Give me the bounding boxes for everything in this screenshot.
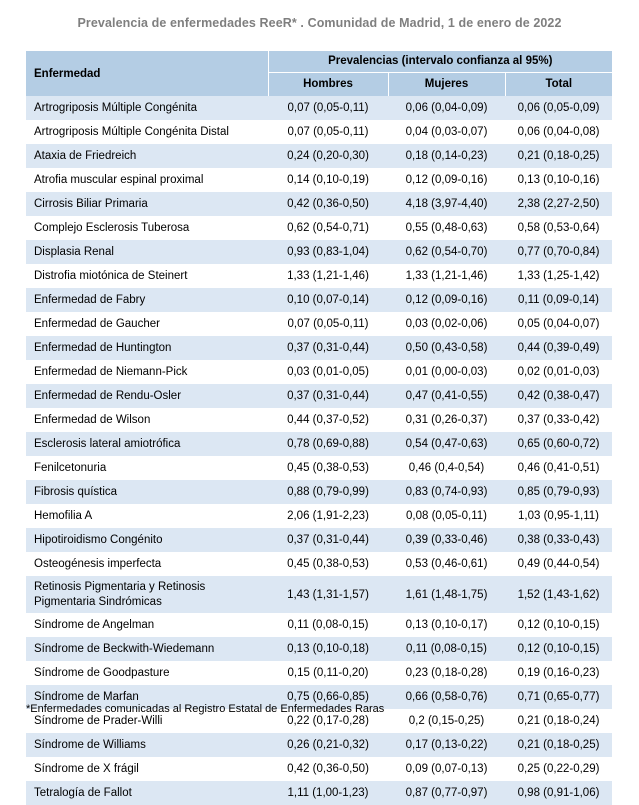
cell-mujeres: 0,62 (0,54-0,70) (388, 240, 505, 264)
cell-total: 0,21 (0,18-0,25) (505, 733, 612, 757)
table-row (26, 216, 612, 240)
table-body (26, 96, 612, 805)
table-footnote: *Enfermedades comunicadas al Registro Estatal de Enfermedades Raras (26, 703, 385, 715)
cell-mujeres: 1,33 (1,21-1,46) (388, 264, 505, 288)
prevalence-table-container (26, 51, 612, 805)
cell-mujeres: 0,46 (0,4-0,54) (388, 456, 505, 480)
cell-disease-name: Enfermedad de Wilson (26, 408, 268, 432)
column-header-mujeres: Mujeres (388, 73, 505, 97)
cell-mujeres: 0,06 (0,04-0,09) (388, 96, 505, 120)
cell-mujeres: 1,61 (1,48-1,75) (388, 576, 505, 613)
table-row (26, 576, 612, 613)
cell-total: 0,06 (0,05-0,09) (505, 96, 612, 120)
cell-mujeres: 0,31 (0,26-0,37) (388, 408, 505, 432)
cell-disease-name: Enfermedad de Rendu-Osler (26, 384, 268, 408)
cell-total: 0,25 (0,22-0,29) (505, 757, 612, 781)
table-row (26, 120, 612, 144)
cell-hombres: 1,33 (1,21-1,46) (268, 264, 388, 288)
table-header (26, 51, 612, 96)
cell-hombres: 0,14 (0,10-0,19) (268, 168, 388, 192)
cell-disease-name: Síndrome de X frágil (26, 757, 268, 781)
cell-mujeres: 0,17 (0,13-0,22) (388, 733, 505, 757)
cell-mujeres: 0,04 (0,03-0,07) (388, 120, 505, 144)
cell-mujeres: 0,01 (0,00-0,03) (388, 360, 505, 384)
cell-total: 0,98 (0,91-1,06) (505, 781, 612, 805)
table-row (26, 408, 612, 432)
cell-total: 0,38 (0,33-0,43) (505, 528, 612, 552)
cell-mujeres: 0,54 (0,47-0,63) (388, 432, 505, 456)
cell-disease-name: Artrogriposis Múltiple Congénita Distal (26, 120, 268, 144)
table-row (26, 192, 612, 216)
column-header-total: Total (505, 73, 612, 97)
cell-hombres: 0,07 (0,05-0,11) (268, 120, 388, 144)
cell-mujeres: 0,23 (0,18-0,28) (388, 661, 505, 685)
cell-disease-name: Osteogénesis imperfecta (26, 552, 268, 576)
table-row (26, 312, 612, 336)
cell-mujeres: 0,87 (0,77-0,97) (388, 781, 505, 805)
cell-hombres: 0,07 (0,05-0,11) (268, 96, 388, 120)
cell-total: 0,06 (0,04-0,08) (505, 120, 612, 144)
cell-hombres: 0,37 (0,31-0,44) (268, 384, 388, 408)
table-row (26, 504, 612, 528)
table-row (26, 96, 612, 120)
cell-hombres: 1,43 (1,31-1,57) (268, 576, 388, 613)
cell-hombres: 0,75 (0,66-0,85) (268, 685, 388, 709)
cell-total: 0,02 (0,01-0,03) (505, 360, 612, 384)
disease-name-line-1: Retinosis Pigmentaria y Retinosis (34, 581, 206, 593)
cell-disease-name: Síndrome de Goodpasture (26, 661, 268, 685)
table-row (26, 336, 612, 360)
cell-disease-name: Artrogriposis Múltiple Congénita (26, 96, 268, 120)
cell-disease-name: Enfermedad de Huntington (26, 336, 268, 360)
cell-mujeres: 0,83 (0,74-0,93) (388, 480, 505, 504)
cell-total: 0,85 (0,79-0,93) (505, 480, 612, 504)
cell-hombres: 0,45 (0,38-0,53) (268, 456, 388, 480)
table-row (26, 288, 612, 312)
cell-disease-name: Hipotiroidismo Congénito (26, 528, 268, 552)
table-row (26, 360, 612, 384)
cell-hombres: 0,22 (0,17-0,28) (268, 709, 388, 733)
cell-total: 1,33 (1,25-1,42) (505, 264, 612, 288)
cell-total: 0,71 (0,65-0,77) (505, 685, 612, 709)
cell-disease-name: Hemofilia A (26, 504, 268, 528)
cell-disease-name: Síndrome de Angelman (26, 613, 268, 637)
cell-disease-name: Enfermedad de Niemann-Pick (26, 360, 268, 384)
table-row (26, 480, 612, 504)
cell-mujeres: 0,13 (0,10-0,17) (388, 613, 505, 637)
cell-hombres: 0,93 (0,83-1,04) (268, 240, 388, 264)
cell-total: 0,77 (0,70-0,84) (505, 240, 612, 264)
cell-disease-name: Distrofia miotónica de Steinert (26, 264, 268, 288)
cell-total: 0,42 (0,38-0,47) (505, 384, 612, 408)
cell-hombres: 0,45 (0,38-0,53) (268, 552, 388, 576)
cell-total: 0,21 (0,18-0,24) (505, 709, 612, 733)
cell-total: 0,13 (0,10-0,16) (505, 168, 612, 192)
cell-hombres: 0,37 (0,31-0,44) (268, 528, 388, 552)
cell-mujeres: 0,66 (0,58-0,76) (388, 685, 505, 709)
cell-disease-name: Síndrome de Marfan (26, 685, 268, 709)
cell-disease-name: Síndrome de Williams (26, 733, 268, 757)
prevalence-table (26, 51, 612, 805)
cell-mujeres: 0,39 (0,33-0,46) (388, 528, 505, 552)
table-row (26, 528, 612, 552)
cell-total: 1,03 (0,95-1,11) (505, 504, 612, 528)
cell-hombres: 0,37 (0,31-0,44) (268, 336, 388, 360)
cell-mujeres: 0,18 (0,14-0,23) (388, 144, 505, 168)
cell-hombres: 0,07 (0,05-0,11) (268, 312, 388, 336)
table-row (26, 637, 612, 661)
table-row (26, 733, 612, 757)
cell-disease-name: Síndrome de Prader-Willi (26, 709, 268, 733)
cell-disease-name: Cirrosis Biliar Primaria (26, 192, 268, 216)
table-row (26, 661, 612, 685)
table-row (26, 613, 612, 637)
cell-mujeres: 0,2 (0,15-0,25) (388, 709, 505, 733)
cell-mujeres: 0,09 (0,07-0,13) (388, 757, 505, 781)
table-row (26, 456, 612, 480)
cell-disease-name: Tetralogía de Fallot (26, 781, 268, 805)
cell-disease-name: Enfermedad de Gaucher (26, 312, 268, 336)
cell-total: 0,05 (0,04-0,07) (505, 312, 612, 336)
cell-hombres: 0,88 (0,79-0,99) (268, 480, 388, 504)
cell-mujeres: 0,55 (0,48-0,63) (388, 216, 505, 240)
cell-hombres: 0,13 (0,10-0,18) (268, 637, 388, 661)
page-title: Prevalencia de enfermedades ReeR* . Comunidad de Madrid, 1 de enero de 2022 (77, 16, 562, 30)
cell-mujeres: 4,18 (3,97-4,40) (388, 192, 505, 216)
table-header-row-group (26, 51, 612, 73)
cell-hombres: 0,42 (0,36-0,50) (268, 757, 388, 781)
cell-hombres: 0,11 (0,08-0,15) (268, 613, 388, 637)
cell-disease-name: Fibrosis quística (26, 480, 268, 504)
cell-mujeres: 0,03 (0,02-0,06) (388, 312, 505, 336)
table-row (26, 144, 612, 168)
cell-hombres: 0,78 (0,69-0,88) (268, 432, 388, 456)
column-header-enfermedad: Enfermedad (26, 51, 268, 96)
cell-mujeres: 0,47 (0,41-0,55) (388, 384, 505, 408)
cell-mujeres: 0,12 (0,09-0,16) (388, 288, 505, 312)
cell-hombres: 1,11 (1,00-1,23) (268, 781, 388, 805)
table-row (26, 432, 612, 456)
cell-total: 0,19 (0,16-0,23) (505, 661, 612, 685)
cell-total: 2,38 (2,27-2,50) (505, 192, 612, 216)
cell-mujeres: 0,50 (0,43-0,58) (388, 336, 505, 360)
cell-total: 0,49 (0,44-0,54) (505, 552, 612, 576)
cell-hombres: 2,06 (1,91-2,23) (268, 504, 388, 528)
cell-total: 0,21 (0,18-0,25) (505, 144, 612, 168)
cell-disease-name: Síndrome de Beckwith-Wiedemann (26, 637, 268, 661)
cell-total: 0,44 (0,39-0,49) (505, 336, 612, 360)
cell-total: 0,11 (0,09-0,14) (505, 288, 612, 312)
cell-disease-name: Enfermedad de Fabry (26, 288, 268, 312)
cell-mujeres: 0,08 (0,05-0,11) (388, 504, 505, 528)
table-row (26, 240, 612, 264)
table-row (26, 552, 612, 576)
column-header-group-prevalencias: Prevalencias (intervalo confianza al 95%) (268, 51, 612, 73)
cell-disease-name: Fenilcetonuria (26, 456, 268, 480)
cell-disease-name: Displasia Renal (26, 240, 268, 264)
cell-hombres: 0,42 (0,36-0,50) (268, 192, 388, 216)
cell-total: 1,52 (1,43-1,62) (505, 576, 612, 613)
cell-disease-name: Complejo Esclerosis Tuberosa (26, 216, 268, 240)
cell-hombres: 0,24 (0,20-0,30) (268, 144, 388, 168)
cell-hombres: 0,15 (0,11-0,20) (268, 661, 388, 685)
table-row (26, 168, 612, 192)
cell-hombres: 0,03 (0,01-0,05) (268, 360, 388, 384)
cell-total: 0,46 (0,41-0,51) (505, 456, 612, 480)
cell-mujeres: 0,12 (0,09-0,16) (388, 168, 505, 192)
cell-hombres: 0,62 (0,54-0,71) (268, 216, 388, 240)
cell-mujeres: 0,53 (0,46-0,61) (388, 552, 505, 576)
cell-disease-name (26, 576, 268, 613)
table-row (26, 757, 612, 781)
cell-disease-name: Ataxia de Friedreich (26, 144, 268, 168)
cell-hombres: 0,44 (0,37-0,52) (268, 408, 388, 432)
cell-total: 0,12 (0,10-0,15) (505, 637, 612, 661)
cell-total: 0,12 (0,10-0,15) (505, 613, 612, 637)
cell-total: 0,37 (0,33-0,42) (505, 408, 612, 432)
cell-mujeres: 0,11 (0,08-0,15) (388, 637, 505, 661)
column-header-hombres: Hombres (268, 73, 388, 97)
table-row (26, 264, 612, 288)
cell-disease-name: Atrofia muscular espinal proximal (26, 168, 268, 192)
cell-hombres: 0,26 (0,21-0,32) (268, 733, 388, 757)
cell-disease-name: Esclerosis lateral amiotrófica (26, 432, 268, 456)
table-row (26, 384, 612, 408)
cell-total: 0,58 (0,53-0,64) (505, 216, 612, 240)
cell-total: 0,65 (0,60-0,72) (505, 432, 612, 456)
cell-hombres: 0,10 (0,07-0,14) (268, 288, 388, 312)
table-row (26, 781, 612, 805)
disease-name-line-2: Pigmentaria Sindrómicas (34, 595, 162, 608)
